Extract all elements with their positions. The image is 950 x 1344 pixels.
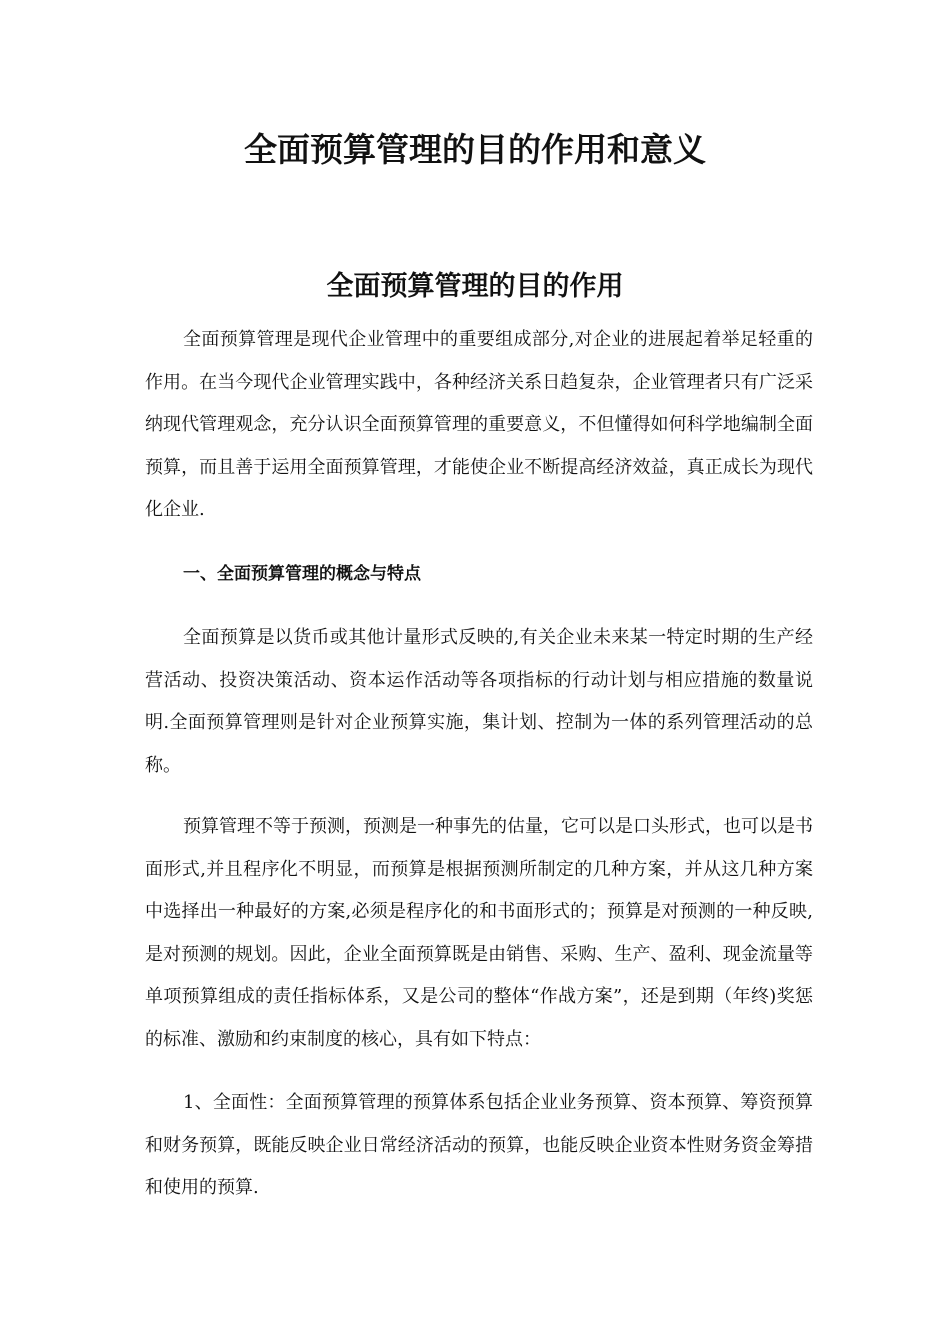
document-title: 全面预算管理的目的作用和意义 xyxy=(244,130,706,169)
paragraph-intro: 全面预算管理是现代企业管理中的重要组成部分,对企业的进展起着举足轻重的作用。在当今现代企业管理实践中，各种经济关系日趋复杂，企业管理者只有广泛采纳现代管理观念，充分认识全面预算管理的重要意义，不但懂得如何科学地编制全面预算，而且善于运用全面预算管理，才能使企业不断提高经济效益，真正成长为现代化企业. xyxy=(145,329,813,520)
subheading-concept-features: 一、全面预算管理的概念与特点 xyxy=(183,564,421,584)
paragraph-comprehensiveness: 1、全面性：全面预算管理的预算体系包括企业业务预算、资本预算、筹资预算和财务预算，既能反映企业日常经济活动的预算，也能反映企业资本性财务资金筹措和使用的预算. xyxy=(145,1092,813,1198)
paragraph-budget-vs-forecast: 预算管理不等于预测，预测是一种事先的估量，它可以是口头形式，也可以是书面形式,并且程序化不明显，而预算是根据预测所制定的几种方案，并从这几种方案中选择出一种最好的方案,必须是程序化的和书面形式的；预算是对预测的一种反映,是对预测的规划。因此，企业全面预算既是由销售、采购、生产、盈利、现金流量等单项预算组成的责任指标体系，又是公司的整体“作战方案”，还是到期（年终)奖惩的标准、激励和约束制度的核心，具有如下特点： xyxy=(145,816,813,1050)
section-title: 全面预算管理的目的作用 xyxy=(326,271,624,302)
paragraph-definition: 全面预算是以货币或其他计量形式反映的,有关企业未来某一特定时期的生产经营活动、投资决策活动、资本运作活动等各项指标的行动计划与相应措施的数量说明.全面预算管理则是针对企业预算实施，集计划、控制为一体的系列管理活动的总称。 xyxy=(145,627,813,776)
